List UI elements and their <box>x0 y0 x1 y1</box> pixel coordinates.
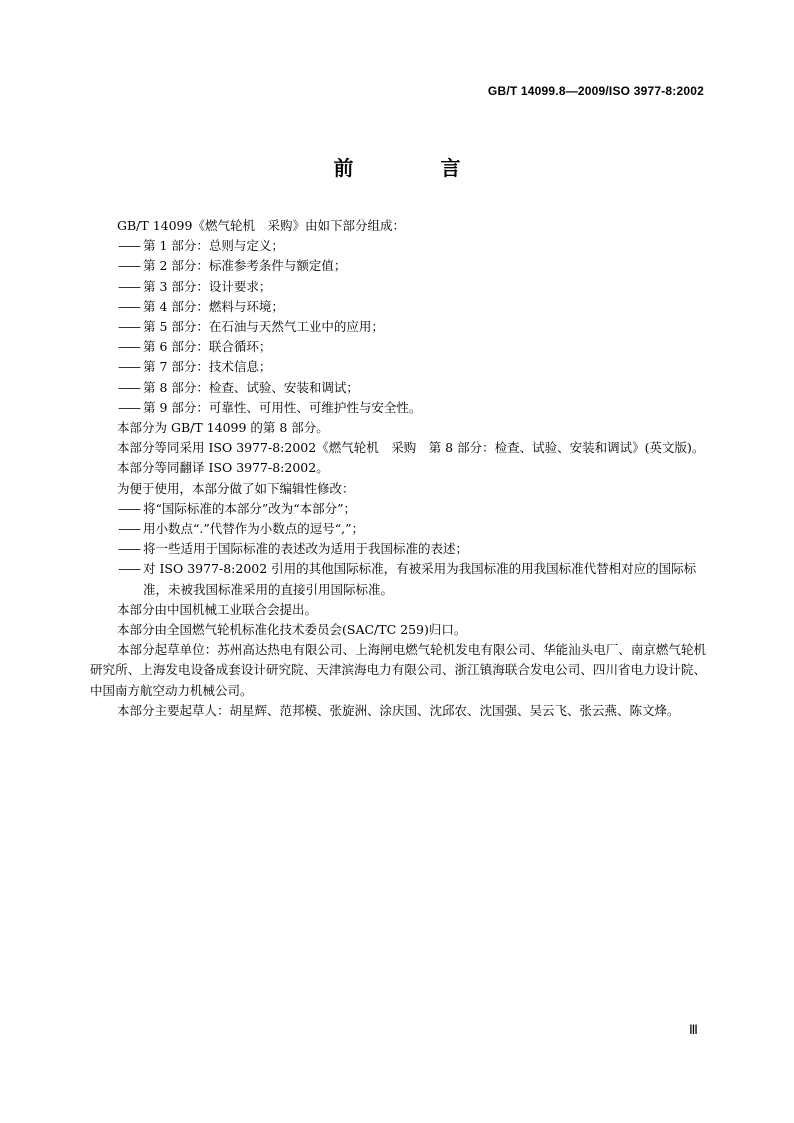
part-item-text: 第 8 部分：检查、试验、安装和调试； <box>143 379 359 395</box>
edit-item-text: 将一些适用于国际标准的表述改为适用于我国标准的表述； <box>143 541 469 557</box>
edit-item <box>90 519 706 539</box>
foreword-body <box>90 216 706 721</box>
part-item <box>90 317 706 337</box>
part-item <box>90 398 706 418</box>
statement-paragraph: 为便于使用，本部分做了如下编辑性修改： <box>117 480 355 496</box>
part-item <box>90 277 706 297</box>
part-item-text: 第 3 部分：设计要求； <box>143 278 272 294</box>
dash-marker: —— <box>118 399 139 415</box>
intro-paragraph: GB/T 14099《燃气轮机 采购》由如下部分组成： <box>117 218 405 233</box>
part-item <box>90 357 706 377</box>
part-item <box>90 256 706 276</box>
dash-marker: —— <box>118 521 139 537</box>
dash-marker: —— <box>118 561 139 577</box>
part-item-text: 第 1 部分：总则与定义； <box>143 238 284 254</box>
closing-paragraph: 本部分由全国燃气轮机标准化技术委员会(SAC/TC 259)归口。 <box>117 622 467 638</box>
edit-item-text: 对 ISO 3977-8:2002 引用的其他国际标准，有被采用为我国标准的用我国标准代替相对应的国际标准，未被我国标准采用的直接引用国际标准。 <box>143 561 697 597</box>
dash-marker: —— <box>118 258 139 274</box>
dash-marker: —— <box>118 541 139 557</box>
page-number: Ⅲ <box>689 1022 698 1037</box>
dash-marker: —— <box>118 238 139 254</box>
part-item <box>90 337 706 357</box>
part-item <box>90 236 706 256</box>
dash-marker: —— <box>118 319 139 335</box>
edit-item <box>90 499 706 519</box>
standard-number: GB/T 14099.8—2009/ISO 3977-8:2002 <box>487 84 704 98</box>
dash-marker: —— <box>118 379 139 395</box>
edit-item <box>90 559 706 599</box>
page-title: 前 言 <box>333 156 501 180</box>
part-item-text: 第 2 部分：标准参考条件与额定值； <box>143 258 347 274</box>
edit-item <box>90 539 706 559</box>
statement-paragraph: 本部分等同翻译 ISO 3977-8:2002。 <box>117 460 329 476</box>
part-item-text: 第 9 部分：可靠性、可用性、可维护性与安全性。 <box>143 399 422 415</box>
closing-paragraph: 本部分主要起草人：胡星辉、范邦模、张旋洲、涂庆国、沈邱农、沈国强、吴云飞、张云燕、陈文烽。 <box>117 702 680 718</box>
part-item <box>90 378 706 398</box>
statement-paragraph: 本部分等同采用 ISO 3977-8:2002《燃气轮机 采购 第 8 部分：检查、试验、安装和调试》(英文版)。 <box>117 440 705 456</box>
closing-paragraph: 本部分起草单位：苏州高达热电有限公司、上海闸电燃气轮机发电有限公司、华能汕头电厂、南京燃气轮机研究所、上海发电设备成套设计研究院、天津滨海电力有限公司、浙江镇海联合发电公司、四川省电力设计院、中国南方航空动力机械公司。 <box>90 642 706 698</box>
part-item-text: 第 7 部分：技术信息； <box>143 359 272 375</box>
part-item-text: 第 4 部分：燃料与环境； <box>143 298 284 314</box>
dash-marker: —— <box>118 278 139 294</box>
dash-marker: —— <box>118 500 139 516</box>
edit-item-text: 将“国际标准的本部分”改为“本部分”； <box>143 500 357 516</box>
dash-marker: —— <box>118 359 139 375</box>
part-item-text: 第 6 部分：联合循环； <box>143 339 272 355</box>
statement-paragraph: 本部分为 GB/T 14099 的第 8 部分。 <box>117 420 329 436</box>
part-item <box>90 297 706 317</box>
closing-paragraph: 本部分由中国机械工业联合会提出。 <box>117 601 318 617</box>
dash-marker: —— <box>118 339 139 355</box>
part-item-text: 第 5 部分：在石油与天然气工业中的应用； <box>143 319 384 335</box>
edit-item-text: 用小数点“.”代替作为小数点的逗号“,”； <box>143 521 365 537</box>
dash-marker: —— <box>118 298 139 314</box>
